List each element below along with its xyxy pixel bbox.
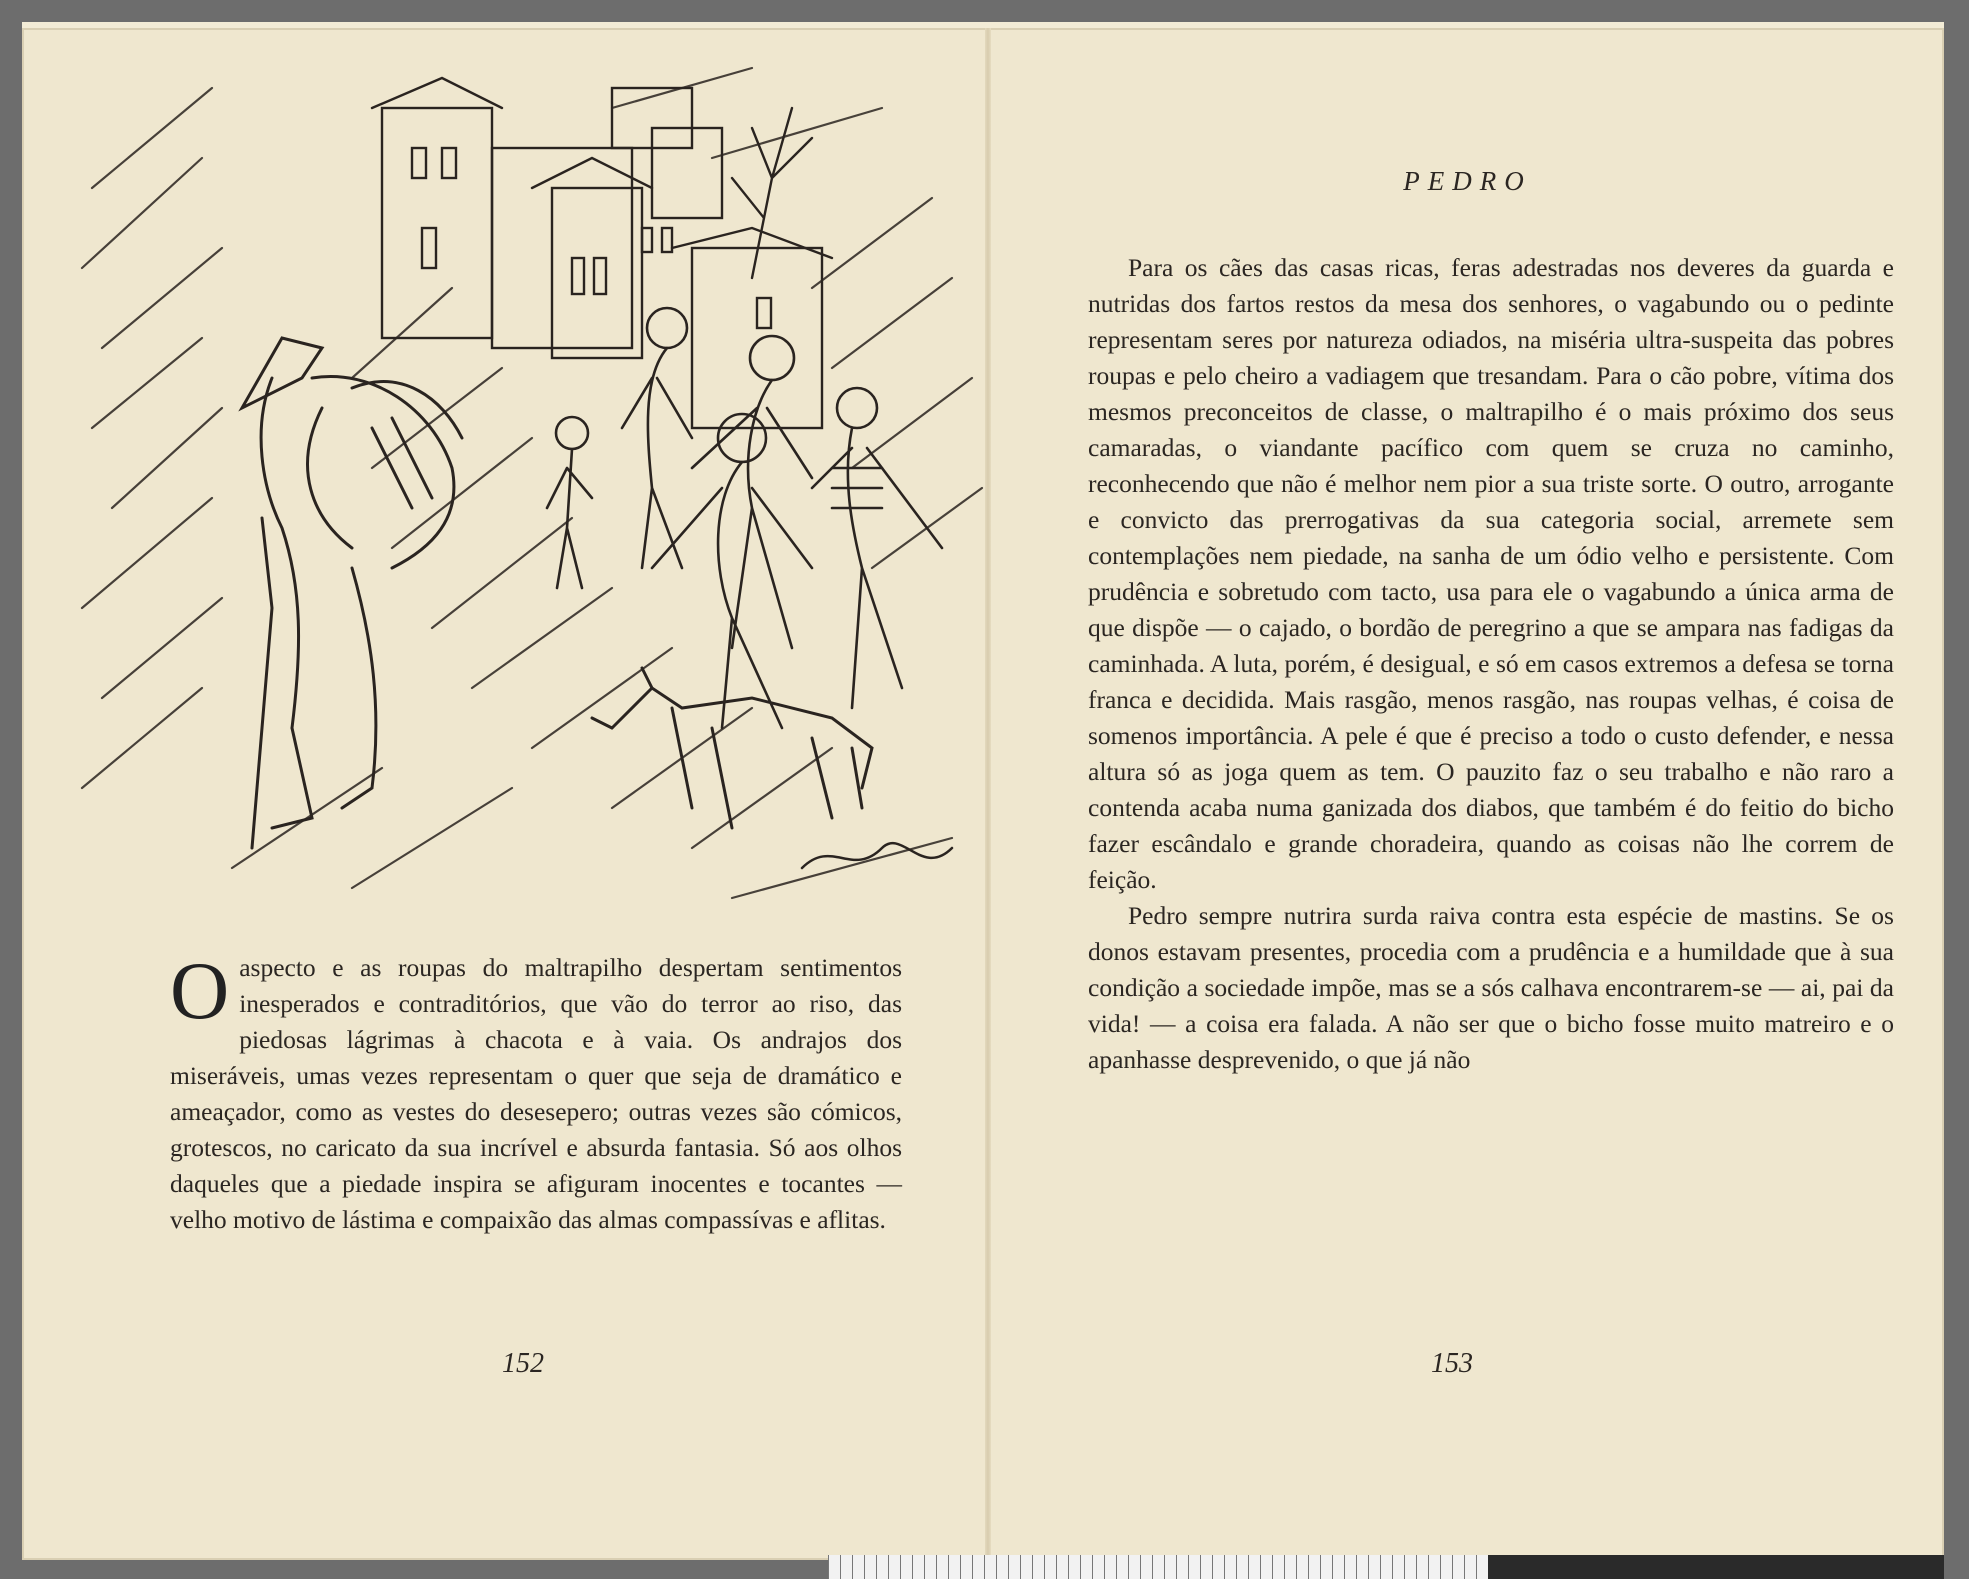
left-page xyxy=(22,28,985,1560)
running-head: PEDRO xyxy=(1403,166,1532,196)
page-number-right: 153 xyxy=(1431,1348,1473,1379)
ruler-ticks xyxy=(828,1555,1488,1579)
right-paragraph-2: Pedro sempre nutrira surda raiva contra esta espécie de mastins. Se os donos estavam presentes, procedia com a prudência e a humildade que à sua condição a sociedade impõe, mas se a sós calhava encontrarem-se — ai, pai da vida! — a coisa era falada. A não ser que o bicho fosse muito matreiro e o apanhasse desprevenido, o que já não xyxy=(1088,901,1894,1074)
sketch-illustration xyxy=(52,48,1012,908)
left-paragraph xyxy=(170,945,902,1238)
left-page-text xyxy=(170,945,902,1238)
ruler-black-segment xyxy=(1488,1555,1944,1579)
page-number-left: 152 xyxy=(502,1348,544,1379)
right-page xyxy=(991,28,1944,1560)
right-paragraph-1: Para os cães das casas ricas, feras adestradas nos deveres da guarda e nutridas dos fartos restos da mesa dos senhores, o vagabundo ou o pedinte representam seres por natureza odiados, na miséria ultra-suspeita das pobres roupas e pelo cheiro a vadiagem que tresandam. Para o cão pobre, vítima dos mesmos preconceitos de classe, o maltrapilho é o mais próximo dos seus camaradas, o viandante pacífico com quem se cruza no caminho, reconhecendo que não é melhor nem pior a sua triste sorte. O outro, arrogante e convicto das prerrogativas da sua categoria social, arremete sem contemplações nem piedade, na sanha de um ódio velho e persistente. Com prudência e sobretudo com tacto, usa para ele o vagabundo a única arma de que dispõe — o cajado, o bordão de peregrino a que se ampara nas fadigas da caminhada. A luta, porém, é desigual, e só em casos extremos a defesa se torna franca e decidida. Mais rasgão, menos rasgão, nas roupas velhas, é coisa de somenos importância. A pele é que é preciso a todo o custo defender, e nessa altura só as joga quem as tem. O pauzito faz o seu trabalho e não raro a contenda acaba numa ganizada dos diabos, que também é do feitio do bicho fazer escândalo e grande choradeira, quando as coisas não lhe correm de feição. xyxy=(1088,253,1894,894)
illustration-drawing xyxy=(52,48,1012,908)
right-page-text xyxy=(1088,250,1894,1078)
left-paragraph-body: aspecto e as roupas do maltrapilho despertam sentimentos inesperados e contraditórios, que vão do terror ao riso, das piedosas lágrimas à chacota e à vaia. Os andrajos dos miseráveis, umas vezes representam o quer que seja de dramático e ameaçador, como as vestes do desesepero; outras vezes são cómicos, grotescos, no caricato da sua incrível e absurda fantasia. Só aos olhos daqueles que a piedade inspira se afiguram inocentes e tocantes — velho motivo de lástima e compaixão das almas compassívas e aflitas. xyxy=(170,953,902,1234)
drop-cap: O xyxy=(170,945,230,1036)
color-ruler xyxy=(828,1555,1944,1579)
